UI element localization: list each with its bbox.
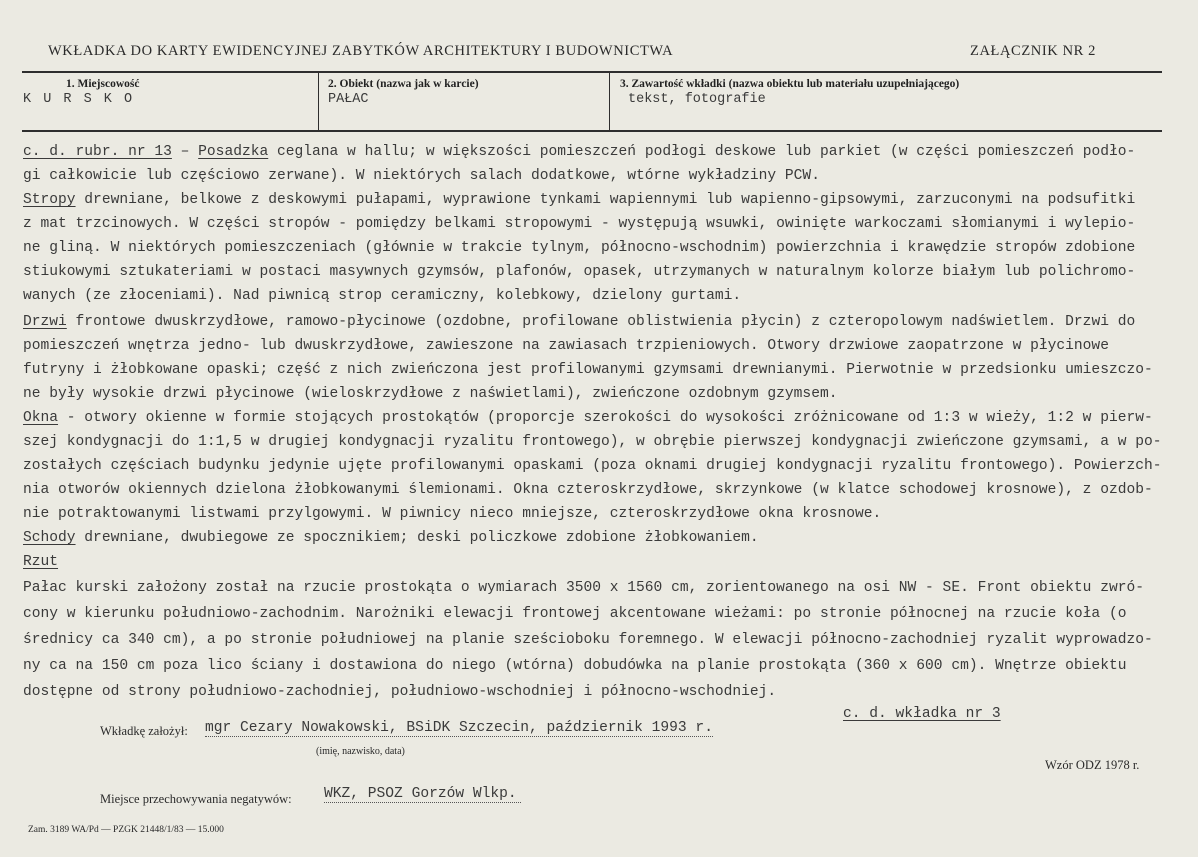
content-value: tekst, fotografie <box>628 92 766 107</box>
author-caption: (imię, nazwisko, data) <box>316 746 405 757</box>
body-line: ne były wysokie drzwi płycinowe (wieloskrzydłowe z naświetlami), zwieńczone ozdobnym gzymsem. <box>23 386 838 402</box>
negatives-label: Miejsce przechowywania negatywów: <box>100 792 292 806</box>
section-heading-schody: Schody <box>23 530 76 546</box>
annex-number: ZAŁĄCZNIK NR 2 <box>970 43 1096 59</box>
body-line <box>23 144 1135 160</box>
body-line: ne gliną. W niektórych pomieszczeniach (głównie w trakcie tylnym, północno-wschodnim) powierzchnia i krawędzie stropów zdobione <box>23 240 1136 256</box>
body-line: nie potraktowanymi listwami przylgowymi. W piwnicy nieco mniejsze, czteroskrzydłowe okna krosnowe. <box>23 506 882 522</box>
body-line: gi całkowicie lub częściowo zerwane). W niektórych salach dodatkowe, wtórne wykładziny PCW. <box>23 168 820 184</box>
line-rest: drewniane, belkowe z deskowymi pułapami, wyprawione tynkami wapiennymi lub wapienno-gipsowymi, zarzuconymi na podsufitki <box>75 192 1136 208</box>
section-heading-rzut: Rzut <box>23 554 59 570</box>
line-rest: frontowe dwuskrzydłowe, ramowo-płycinowe (ozdobne, profilowane oblistwienia płycin) z czteropolowym nadświetlem. Drzwi do <box>66 314 1136 330</box>
line-rest: - otwory okienne w formie stojących prostokątów (proporcje szerokości do wysokości zróżnicowane od 1:3 w wieży, 1:2 w pierw- <box>58 410 1153 426</box>
line-dash: – <box>171 144 199 160</box>
section-heading-drzwi: Drzwi <box>23 314 67 330</box>
continuation-note: c. d. wkładka nr 3 <box>843 706 1001 722</box>
header-divider-2 <box>609 73 610 130</box>
body-line: szej kondygnacji do 1:1,5 w drugiej kondygnacji ryzalitu frontowego), w obrębie pierwszej kondygnacji zwieńczone gzymsami, a w po- <box>23 434 1162 450</box>
object-value: PAŁAC <box>328 92 369 107</box>
form-model: Wzór ODZ 1978 r. <box>1045 758 1140 772</box>
header-bottom-rule <box>22 130 1162 132</box>
body-line: średnicy ca 340 cm), a po stronie południowej na planie sześcioboku foremnego. W elewacji północno-zachodniej ryzalit wyprowadzo- <box>23 632 1153 648</box>
line-rest: drewniane, dwubiegowe ze spocznikiem; deski policzkowe zdobione żłobkowaniem. <box>75 530 759 546</box>
section-heading-stropy: Stropy <box>23 192 76 208</box>
print-info: Zam. 3189 WA/Pd — PZGK 21448/1/83 — 15.000 <box>28 825 224 835</box>
line-rest: ceglana w hallu; w większości pomieszczeń podłogi deskowe lub parkiet (w części pomieszczeń podło- <box>268 144 1136 160</box>
content-label: 3. Zawartość wkładki (nazwa obiektu lub materiału uzupełniającego) <box>620 78 960 90</box>
body-line <box>23 530 759 546</box>
top-rule <box>22 71 1162 73</box>
form-title: WKŁADKA DO KARTY EWIDENCYJNEJ ZABYTKÓW ARCHITEKTURY I BUDOWNICTWA <box>48 43 674 59</box>
continuation-ref: c. d. rubr. nr 13 <box>23 144 172 160</box>
body-line: zostałych częściach budynku jedynie ujęte profilowanymi opaskami (poza oknami drugiej kondygnacji ryzalitu frontowego). Powierzch- <box>23 458 1162 474</box>
author-value: mgr Cezary Nowakowski, BSiDK Szczecin, październik 1993 r. <box>205 720 713 736</box>
object-label: 2. Obiekt (nazwa jak w karcie) <box>328 78 479 90</box>
section-heading-posadzka: Posadzka <box>198 144 269 160</box>
body-line: dostępne od strony południowo-zachodniej, południowo-wschodniej i północno-wschodniej. <box>23 684 777 700</box>
negatives-value: WKZ, PSOZ Gorzów Wlkp. <box>324 786 521 803</box>
location-value: K U R S K O <box>23 92 135 107</box>
body-line: pomieszczeń wnętrza jedno- lub dwuskrzydłowe, zawieszone na zawiasach trzpieniowych. Otwory drzwiowe zaopatrzone w płycinowe <box>23 338 1109 354</box>
body-line <box>23 410 1153 426</box>
body-line: ny ca na 150 cm poza lico ściany i dostawiona do niego (wtórna) dobudówka na planie prostokąta (360 x 600 cm). Wnętrze obiektu <box>23 658 1127 674</box>
body-line <box>23 192 1135 208</box>
body-line: Pałac kurski założony został na rzucie prostokąta o wymiarach 3500 x 1560 cm, zorientowanego na osi NW - SE. Front obiektu zwró- <box>23 580 1144 596</box>
body-line <box>23 554 58 570</box>
body-line: nia otworów okiennych dzielona żłobkowanymi ślemionami. Okna czteroskrzydłowe, skrzynkowe (w klatce schodowej krosnowe), z ozdob- <box>23 482 1153 498</box>
body-line: futryny i żłobkowane opaski; część z nich zwieńczona jest profilowanymi gzymsami drewnianymi. Pierwotnie w przedsionku umieszczo- <box>23 362 1153 378</box>
author-label: Wkładkę założył: <box>100 724 188 738</box>
header-divider-1 <box>318 73 319 130</box>
body-line: stiukowymi sztukateriami w postaci masywnych gzymsów, plafonów, opasek, utrzymanych w naturalnym kolorze białym lub polichromo- <box>23 264 1136 280</box>
location-label: 1. Miejscowość <box>66 78 140 90</box>
body-line <box>23 314 1135 330</box>
body-line: wanych (ze złoceniami). Nad piwnicą strop ceramiczny, kolebkowy, dzielony gurtami. <box>23 288 742 304</box>
body-line: cony w kierunku południowo-zachodnim. Narożniki elewacji frontowej akcentowane wieżami: po stronie północnej na rzucie koła (o <box>23 606 1127 622</box>
body-line: z mat trzcinowych. W części stropów - pomiędzy belkami stropowymi - występują wsuwki, owinięte warkoczami słomianymi i wylepio- <box>23 216 1136 232</box>
section-heading-okna: Okna <box>23 410 59 426</box>
